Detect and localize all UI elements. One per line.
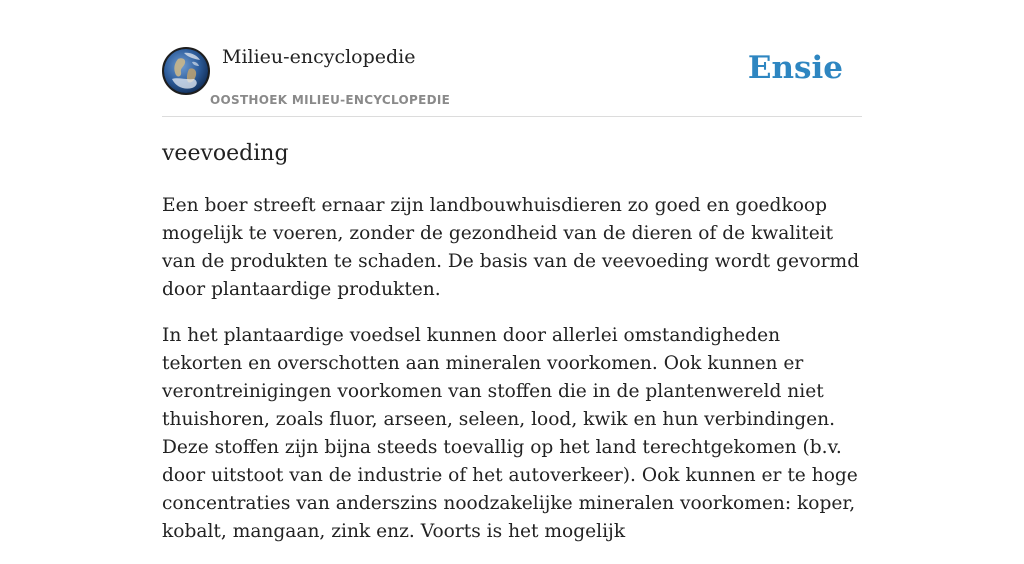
earth-globe-icon[interactable] (162, 47, 210, 95)
article-title: veevoeding (162, 141, 289, 166)
site-title[interactable]: Milieu-encyclopedie (222, 46, 416, 68)
site-subtitle: OOSTHOEK MILIEU-ENCYCLOPEDIE (210, 93, 451, 107)
site-header (162, 40, 862, 117)
article (162, 138, 862, 564)
brand-logo-link[interactable]: Ensie (747, 50, 843, 86)
article-paragraph: In het plantaardige voedsel kunnen door allerlei omstandigheden tekorten en overschotten aan mineralen voorkomen. Ook kunnen er verontreinigingen voorkomen van stoffen die in de plantenwereld niet thuishoren, zoals fluor, arseen, seleen, lood, kwik en hun verbindingen. Deze stoffen zijn bijna steeds toevallig op het land terechtgekomen (b.v. door uitstoot van de industrie of het autoverkeer). Ook kunnen er te hoge concentraties van anderszins noodzakelijke mineralen voorkomen: koper, kobalt, mangaan, zink enz. Voorts is het mogelijk (162, 325, 858, 542)
article-paragraph: Een boer streeft ernaar zijn landbouwhuisdieren zo goed en goedkoop mogelijk te voeren, zonder de gezondheid van de dieren of de kwaliteit van de produkten te schaden. De basis van de veevoeding wordt gevormd door plantaardige produkten. (162, 195, 860, 300)
